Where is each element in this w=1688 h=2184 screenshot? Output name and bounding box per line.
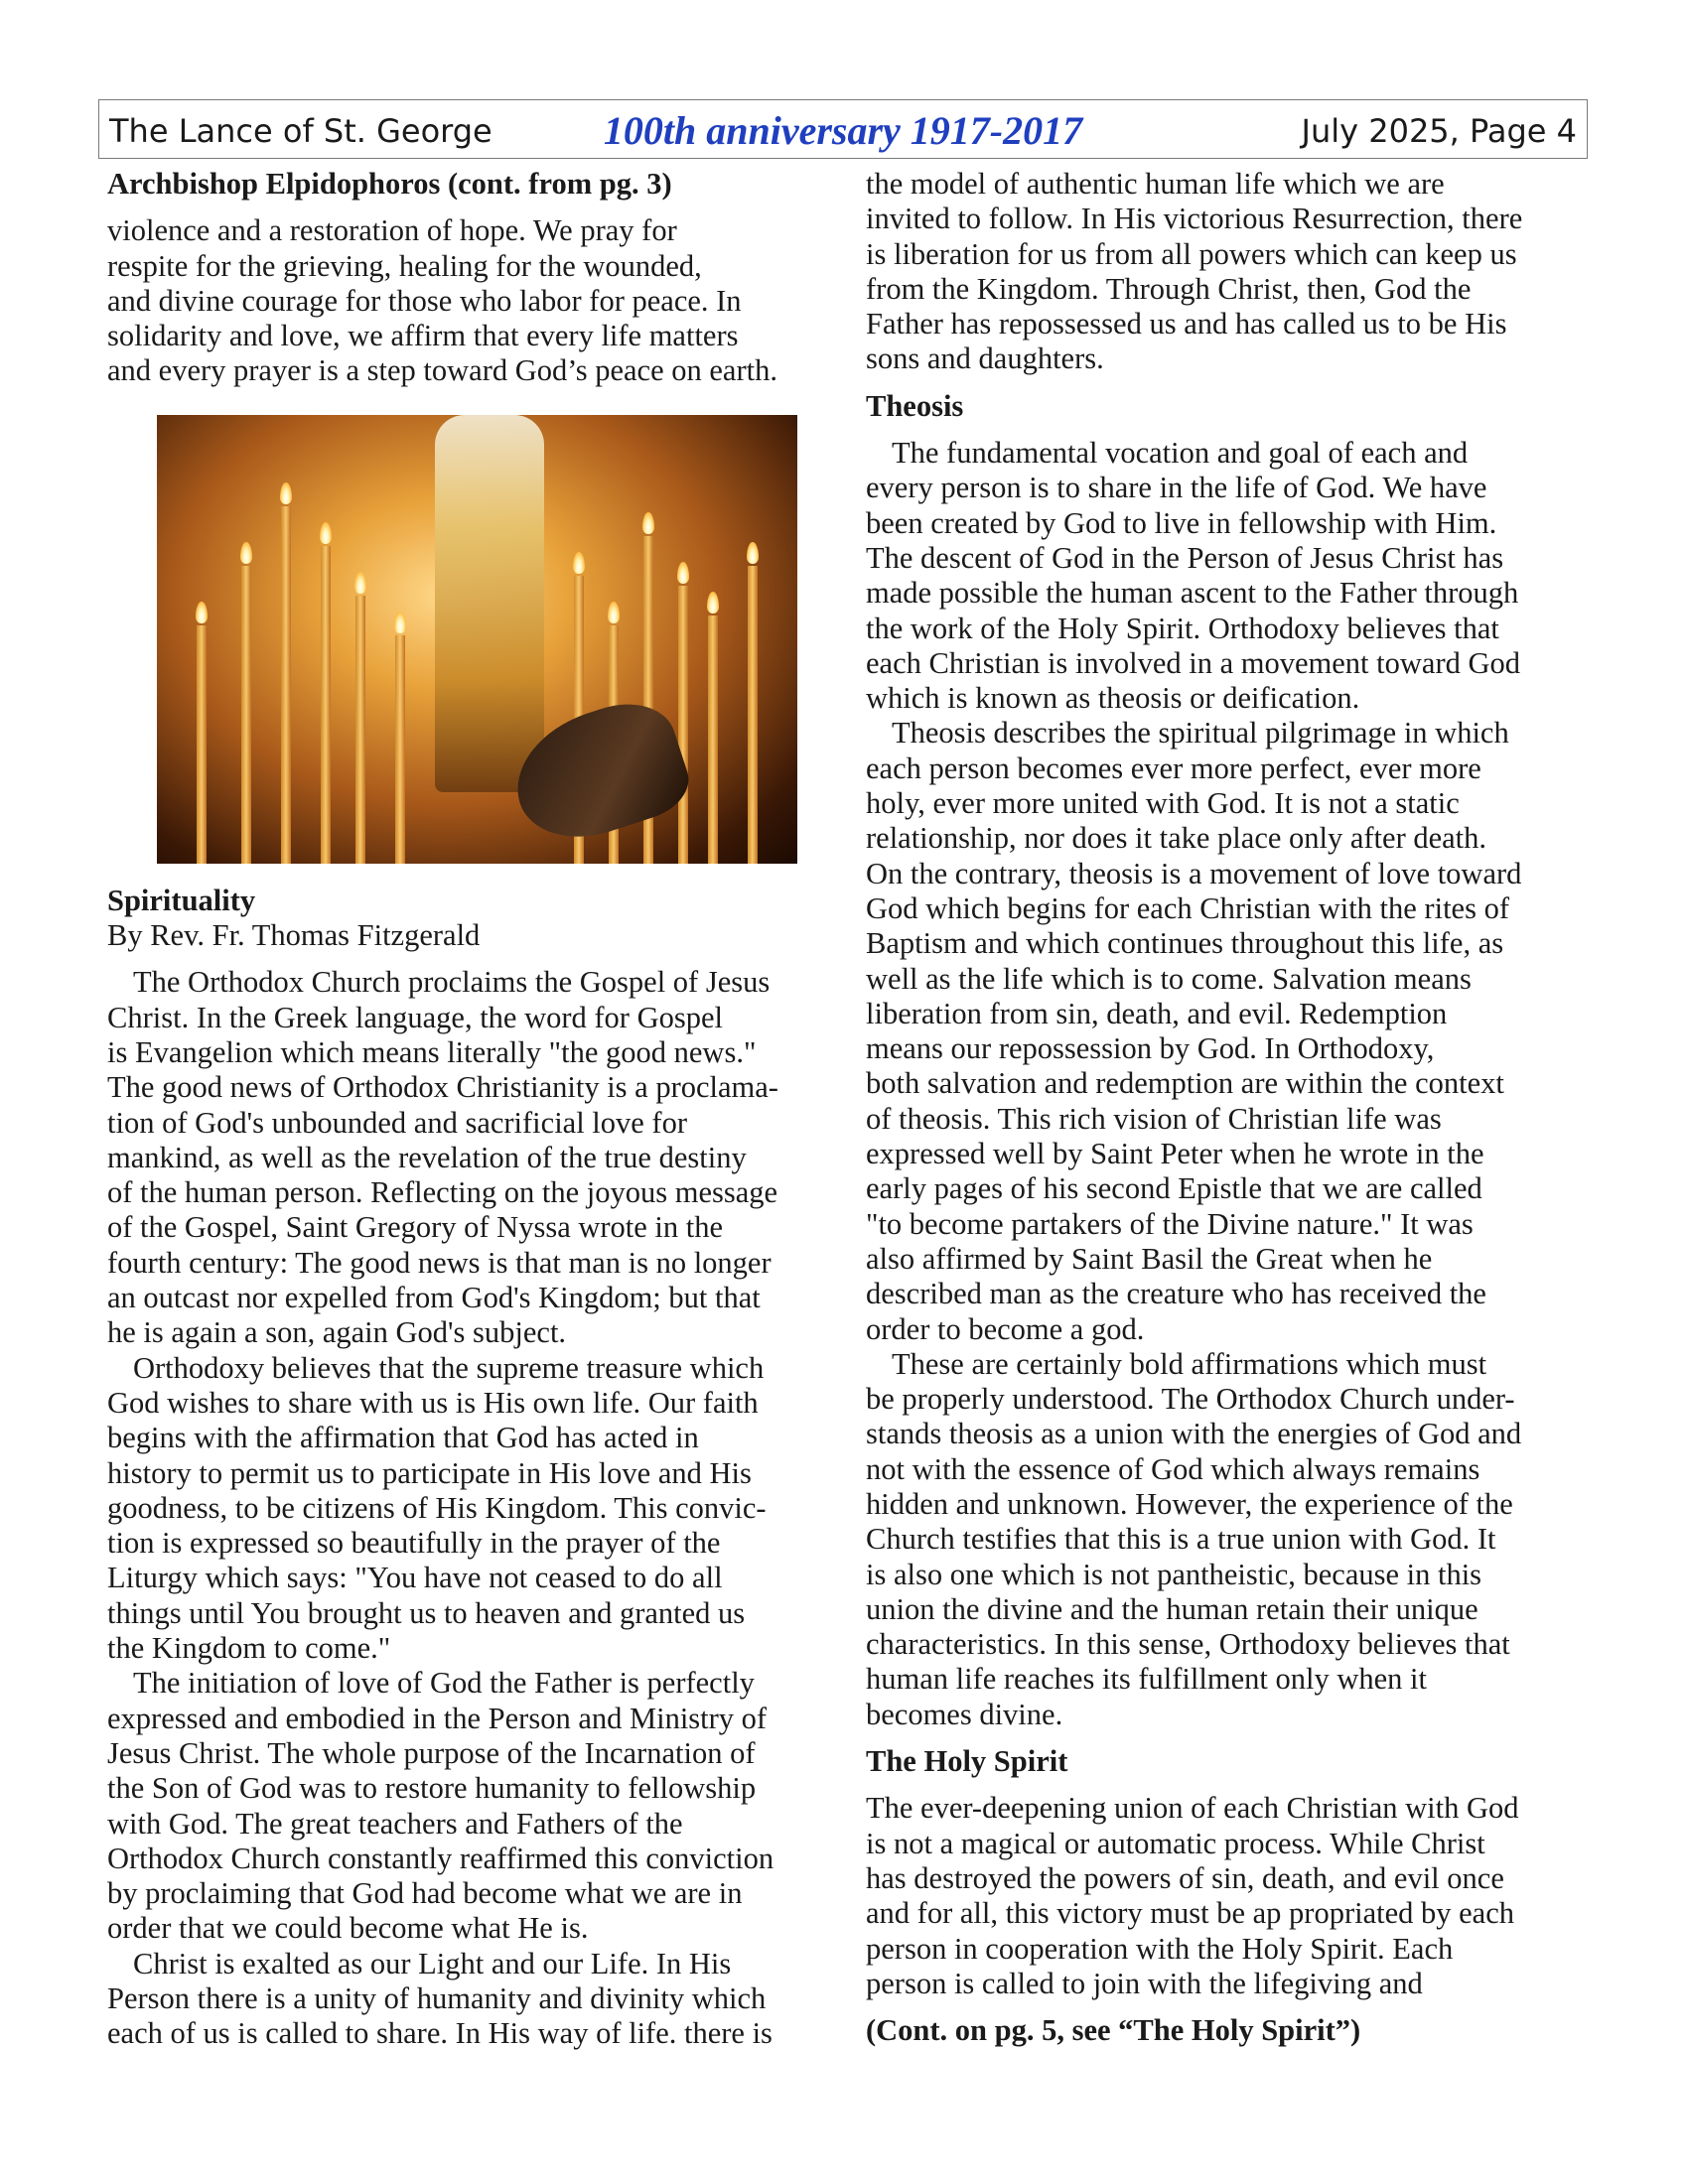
spirituality-line: by proclaiming that God had become what we are in — [107, 1876, 743, 1911]
continuation-line: from the Kingdom. Through Christ, then, God the — [866, 271, 1472, 306]
altar-glow — [435, 415, 544, 792]
spirituality-heading: Spirituality — [107, 883, 256, 917]
theosis-line: holy, ever more united with God. It is not a static — [866, 786, 1460, 821]
theosis-line: made possible the human ascent to the Father through — [866, 576, 1519, 611]
spirituality-line: Person there is a unity of humanity and divinity which — [107, 1980, 767, 2015]
spirituality-line: of the human person. Reflecting on the joyous message — [107, 1175, 778, 1210]
continued-note: (Cont. on pg. 5, see “The Holy Spirit”) — [866, 2013, 1361, 2048]
theosis-line: well as the life which is to come. Salvation means — [866, 961, 1472, 996]
theosis-line: every person is to share in the life of God. We have — [866, 471, 1487, 505]
holy-spirit-line: and for all, this victory must be ap propriated by each — [866, 1896, 1515, 1931]
theosis-line: each person becomes ever more perfect, ever more — [866, 751, 1481, 785]
theosis-line: liberation from sin, death, and evil. Redemption — [866, 996, 1448, 1030]
theosis-line: Baptism and which continues throughout this life, as — [866, 926, 1504, 961]
spirituality-line: tion is expressed so beautifully in the prayer of the — [107, 1526, 721, 1561]
spirituality-line: God wishes to share with us is His own life. Our faith — [107, 1385, 759, 1420]
spirituality-line: an outcast nor expelled from God's Kingdom; but that — [107, 1281, 761, 1315]
holy-spirit-line: has destroyed the powers of sin, death, and evil once — [866, 1860, 1504, 1895]
theosis-line: both salvation and redemption are within the context — [866, 1066, 1504, 1101]
archbishop-line: violence and a restoration of hope. We pray for — [107, 213, 677, 248]
theosis-line: also affirmed by Saint Basil the Great when he — [866, 1241, 1433, 1276]
theosis-line: human life reaches its fulfillment only when it — [866, 1662, 1427, 1697]
anniversary-banner: 100th anniversary 1917-2017 — [603, 108, 1083, 153]
theosis-line: The descent of God in the Person of Jesus Christ has — [866, 540, 1504, 575]
theosis-line: early pages of his second Epistle that we are called — [866, 1171, 1482, 1206]
theosis-line: stands theosis as a union with the energies of God and — [866, 1417, 1522, 1451]
theosis-line: "to become partakers of the Divine nature." It was — [866, 1206, 1474, 1241]
theosis-line: characteristics. In this sense, Orthodoxy believes that — [866, 1627, 1510, 1662]
spirituality-line: the Kingdom to come." — [107, 1631, 391, 1666]
archbishop-heading: Archbishop Elpidophoros (cont. from pg. 3) — [107, 167, 672, 201]
spirituality-line: fourth century: The good news is that man is no longer — [107, 1245, 772, 1280]
spirituality-line: of the Gospel, Saint Gregory of Nyssa wrote in the — [107, 1210, 724, 1245]
right-column — [866, 167, 1596, 2048]
spirituality-line: tion of God's unbounded and sacrificial love for — [107, 1105, 687, 1140]
spirituality-line: is Evangelion which means literally "the good news." — [107, 1034, 757, 1069]
spirituality-line: Christ. In the Greek language, the word for Gospel — [107, 1000, 723, 1034]
archbishop-line: and every prayer is a step toward God’s peace on earth. — [107, 353, 777, 388]
spirituality-line: Jesus Christ. The whole purpose of the Incarnation of — [107, 1735, 756, 1770]
left-column — [107, 167, 847, 2052]
spirituality-line: order that we could become what He is. — [107, 1911, 589, 1946]
spirituality-line: goodness, to be citizens of His Kingdom. This convic- — [107, 1490, 767, 1525]
byline: By Rev. Fr. Thomas Fitzgerald — [107, 918, 481, 953]
theosis-line: each Christian is involved in a movement toward God — [866, 645, 1520, 680]
theosis-line: union the divine and the human retain their unique — [866, 1591, 1478, 1626]
spirituality-line: Christ is exalted as our Light and our Life. In His — [133, 1946, 732, 1980]
spirituality-line: The initiation of love of God the Father is perfectly — [133, 1666, 755, 1701]
holy-spirit-line: is not a magical or automatic process. While Christ — [866, 1826, 1485, 1860]
theosis-line: be properly understood. The Orthodox Church under- — [866, 1382, 1515, 1417]
spirituality-line: the Son of God was to restore humanity to fellowship — [107, 1771, 757, 1806]
candles-photo — [157, 415, 797, 864]
spirituality-line: expressed and embodied in the Person and Ministry of — [107, 1701, 768, 1735]
theosis-line: the work of the Holy Spirit. Orthodoxy believes that — [866, 611, 1499, 645]
spirituality-line: Liturgy which says: "You have not ceased to do all — [107, 1561, 723, 1595]
theosis-line: On the contrary, theosis is a movement of love toward — [866, 856, 1522, 890]
theosis-line: Church testifies that this is a true union with God. It — [866, 1522, 1496, 1557]
holy-spirit-line: The ever-deepening union of each Christian with God — [866, 1791, 1519, 1826]
spirituality-line: The Orthodox Church proclaims the Gospel of Jesus — [133, 965, 771, 1000]
theosis-line: of theosis. This rich vision of Christian life was — [866, 1101, 1442, 1136]
spirituality-line: with God. The great teachers and Fathers of the — [107, 1806, 683, 1841]
theosis-line: not with the essence of God which always remains — [866, 1451, 1480, 1486]
continuation-line: sons and daughters. — [866, 341, 1104, 376]
theosis-line: been created by God to live in fellowship with Him. — [866, 505, 1497, 540]
theosis-line: Theosis describes the spiritual pilgrimage in which — [892, 716, 1509, 751]
spirituality-line: Orthodoxy believes that the supreme treasure which — [133, 1350, 765, 1385]
issue-page-label: July 2025, Page 4 — [1301, 112, 1577, 150]
theosis-line: which is known as theosis or deification. — [866, 681, 1360, 716]
theosis-line: is also one which is not pantheistic, because in this — [866, 1557, 1482, 1591]
archbishop-line: solidarity and love, we affirm that every life matters — [107, 319, 739, 353]
theosis-line: hidden and unknown. However, the experience of the — [866, 1486, 1513, 1521]
archbishop-line: and divine courage for those who labor for peace. In — [107, 283, 742, 318]
continuation-line: Father has repossessed us and has called us to be His — [866, 307, 1507, 341]
spirituality-line: history to permit us to participate in His love and His — [107, 1455, 752, 1490]
theosis-line: becomes divine. — [866, 1697, 1063, 1731]
continuation-line: invited to follow. In His victorious Resurrection, there — [866, 202, 1523, 236]
theosis-line: expressed well by Saint Peter when he wrote in the — [866, 1137, 1484, 1171]
spirituality-line: mankind, as well as the revelation of the true destiny — [107, 1140, 747, 1174]
theosis-line: These are certainly bold affirmations which must — [892, 1346, 1487, 1381]
theosis-line: The fundamental vocation and goal of each and — [892, 436, 1469, 471]
spirituality-line: each of us is called to share. In His way of life. there is — [107, 2016, 773, 2051]
spirituality-line: things until You brought us to heaven and granted us — [107, 1595, 746, 1630]
archbishop-line: respite for the grieving, healing for the wounded, — [107, 248, 702, 283]
page-header — [98, 99, 1588, 159]
holy-spirit-line: person in cooperation with the Holy Spirit. Each — [866, 1931, 1454, 1966]
theosis-line: order to become a god. — [866, 1311, 1145, 1346]
continuation-line: the model of authentic human life which we are — [866, 167, 1445, 201]
spirituality-line: he is again a son, again God's subject. — [107, 1315, 567, 1350]
holy-spirit-line: person is called to join with the lifegiving and — [866, 1966, 1423, 2000]
publication-title: The Lance of St. George — [109, 112, 492, 150]
continuation-line: is liberation for us from all powers which can keep us — [866, 236, 1517, 271]
spirituality-line: The good news of Orthodox Christianity is a proclama- — [107, 1070, 778, 1105]
theosis-line: means our repossession by God. In Orthodoxy, — [866, 1031, 1435, 1066]
theosis-line: relationship, nor does it take place only after death. — [866, 821, 1487, 856]
spirituality-line: Orthodox Church constantly reaffirmed this conviction — [107, 1841, 774, 1875]
holy-spirit-heading: The Holy Spirit — [866, 1744, 1068, 1779]
theosis-line: described man as the creature who has received the — [866, 1277, 1486, 1311]
spirituality-line: begins with the affirmation that God has acted in — [107, 1421, 699, 1455]
theosis-heading: Theosis — [866, 388, 964, 423]
theosis-line: God which begins for each Christian with the rites of — [866, 890, 1509, 925]
